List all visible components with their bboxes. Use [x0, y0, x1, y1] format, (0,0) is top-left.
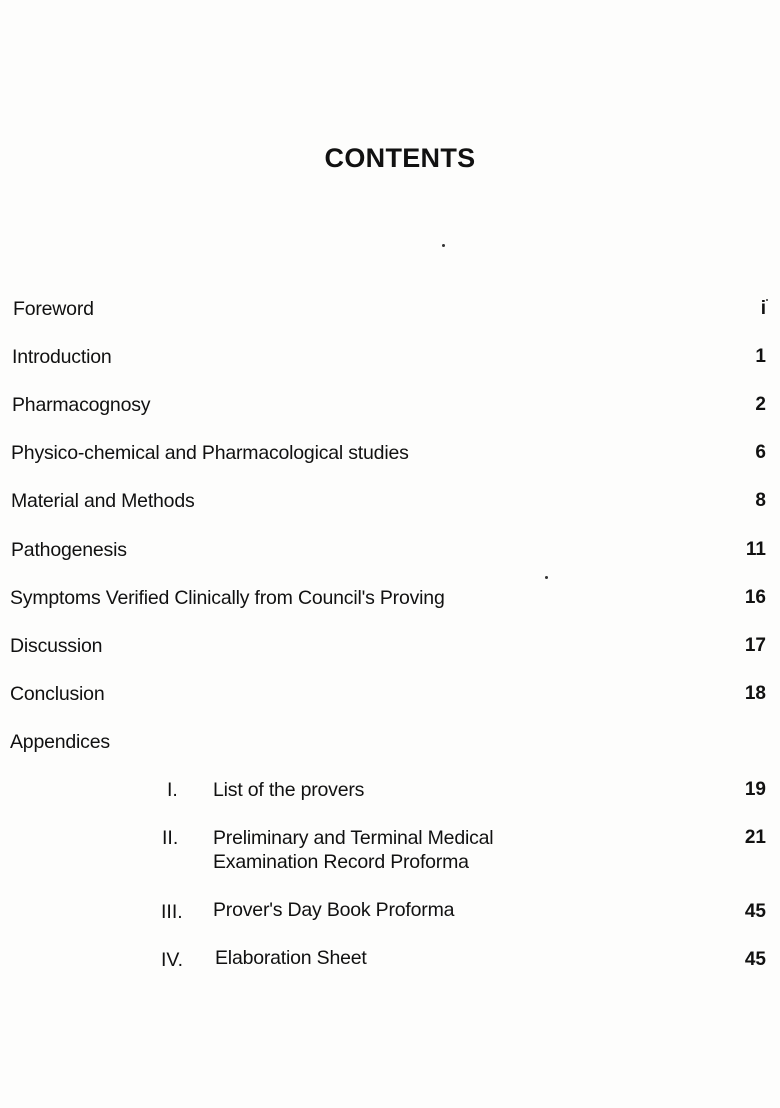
appendix-label: Prover's Day Book Proforma	[213, 899, 455, 921]
appendix-label-line2: Examination Record Proforma	[213, 851, 469, 873]
appendix-numeral: III.	[161, 901, 183, 923]
toc-entry-label: Pharmacognosy	[12, 394, 151, 416]
toc-entry-foreword	[0, 295, 780, 323]
toc-entry-symptoms-verified	[0, 584, 780, 612]
appendix-entry-4	[0, 946, 780, 974]
toc-entry-introduction	[0, 343, 780, 371]
toc-entry-page: 2	[755, 394, 766, 415]
appendix-label-line1: Preliminary and Terminal Medical	[213, 827, 494, 849]
toc-entry-label: Discussion	[10, 635, 103, 657]
appendix-numeral: IV.	[161, 949, 184, 971]
toc-entry-appendices	[0, 728, 780, 756]
toc-entry-page: 1	[755, 346, 766, 367]
toc-entry-label: Symptoms Verified Clinically from Council's Proving	[10, 587, 445, 609]
toc-entry-physico-chemical	[0, 439, 780, 467]
toc-entry-discussion	[0, 632, 780, 660]
page-title: CONTENTS	[324, 143, 476, 173]
appendix-entry-2	[0, 824, 780, 880]
toc-entry-page: 17	[744, 635, 766, 656]
toc-entry-label: Conclusion	[10, 683, 105, 705]
toc-entry-page: 16	[744, 587, 766, 608]
toc-entry-material-methods	[0, 487, 780, 515]
appendix-page: 21	[744, 827, 766, 848]
appendix-entry-1	[0, 776, 780, 804]
appendix-numeral: II.	[162, 827, 179, 849]
toc-entry-label: Pathogenesis	[11, 539, 127, 561]
scan-speck	[442, 244, 445, 247]
appendix-numeral: I.	[167, 779, 178, 801]
toc-entry-page: 6	[755, 442, 766, 463]
appendix-page: 45	[744, 901, 766, 922]
toc-entry-page: i	[760, 298, 766, 319]
appendix-page: 19	[744, 779, 766, 800]
appendix-entry-3	[0, 898, 780, 926]
toc-entry-page: 18	[744, 683, 766, 704]
scan-speck	[545, 576, 548, 579]
appendix-page: 45	[744, 949, 766, 970]
appendix-label: List of the provers	[213, 779, 365, 801]
toc-entry-pharmacognosy	[0, 391, 780, 419]
toc-entry-label: Foreword	[13, 298, 94, 320]
toc-entry-label: Appendices	[10, 731, 110, 753]
toc-entry-label: Introduction	[12, 346, 112, 368]
appendix-label: Elaboration Sheet	[215, 947, 367, 969]
toc-entry-label: Material and Methods	[11, 490, 195, 512]
toc-entry-label: Physico-chemical and Pharmacological studies	[11, 442, 409, 464]
toc-entry-pathogenesis	[0, 536, 780, 564]
toc-entry-page: 8	[755, 490, 766, 511]
toc-entry-page: 11	[745, 539, 766, 560]
toc-entry-conclusion	[0, 680, 780, 708]
scan-speck	[766, 299, 768, 301]
